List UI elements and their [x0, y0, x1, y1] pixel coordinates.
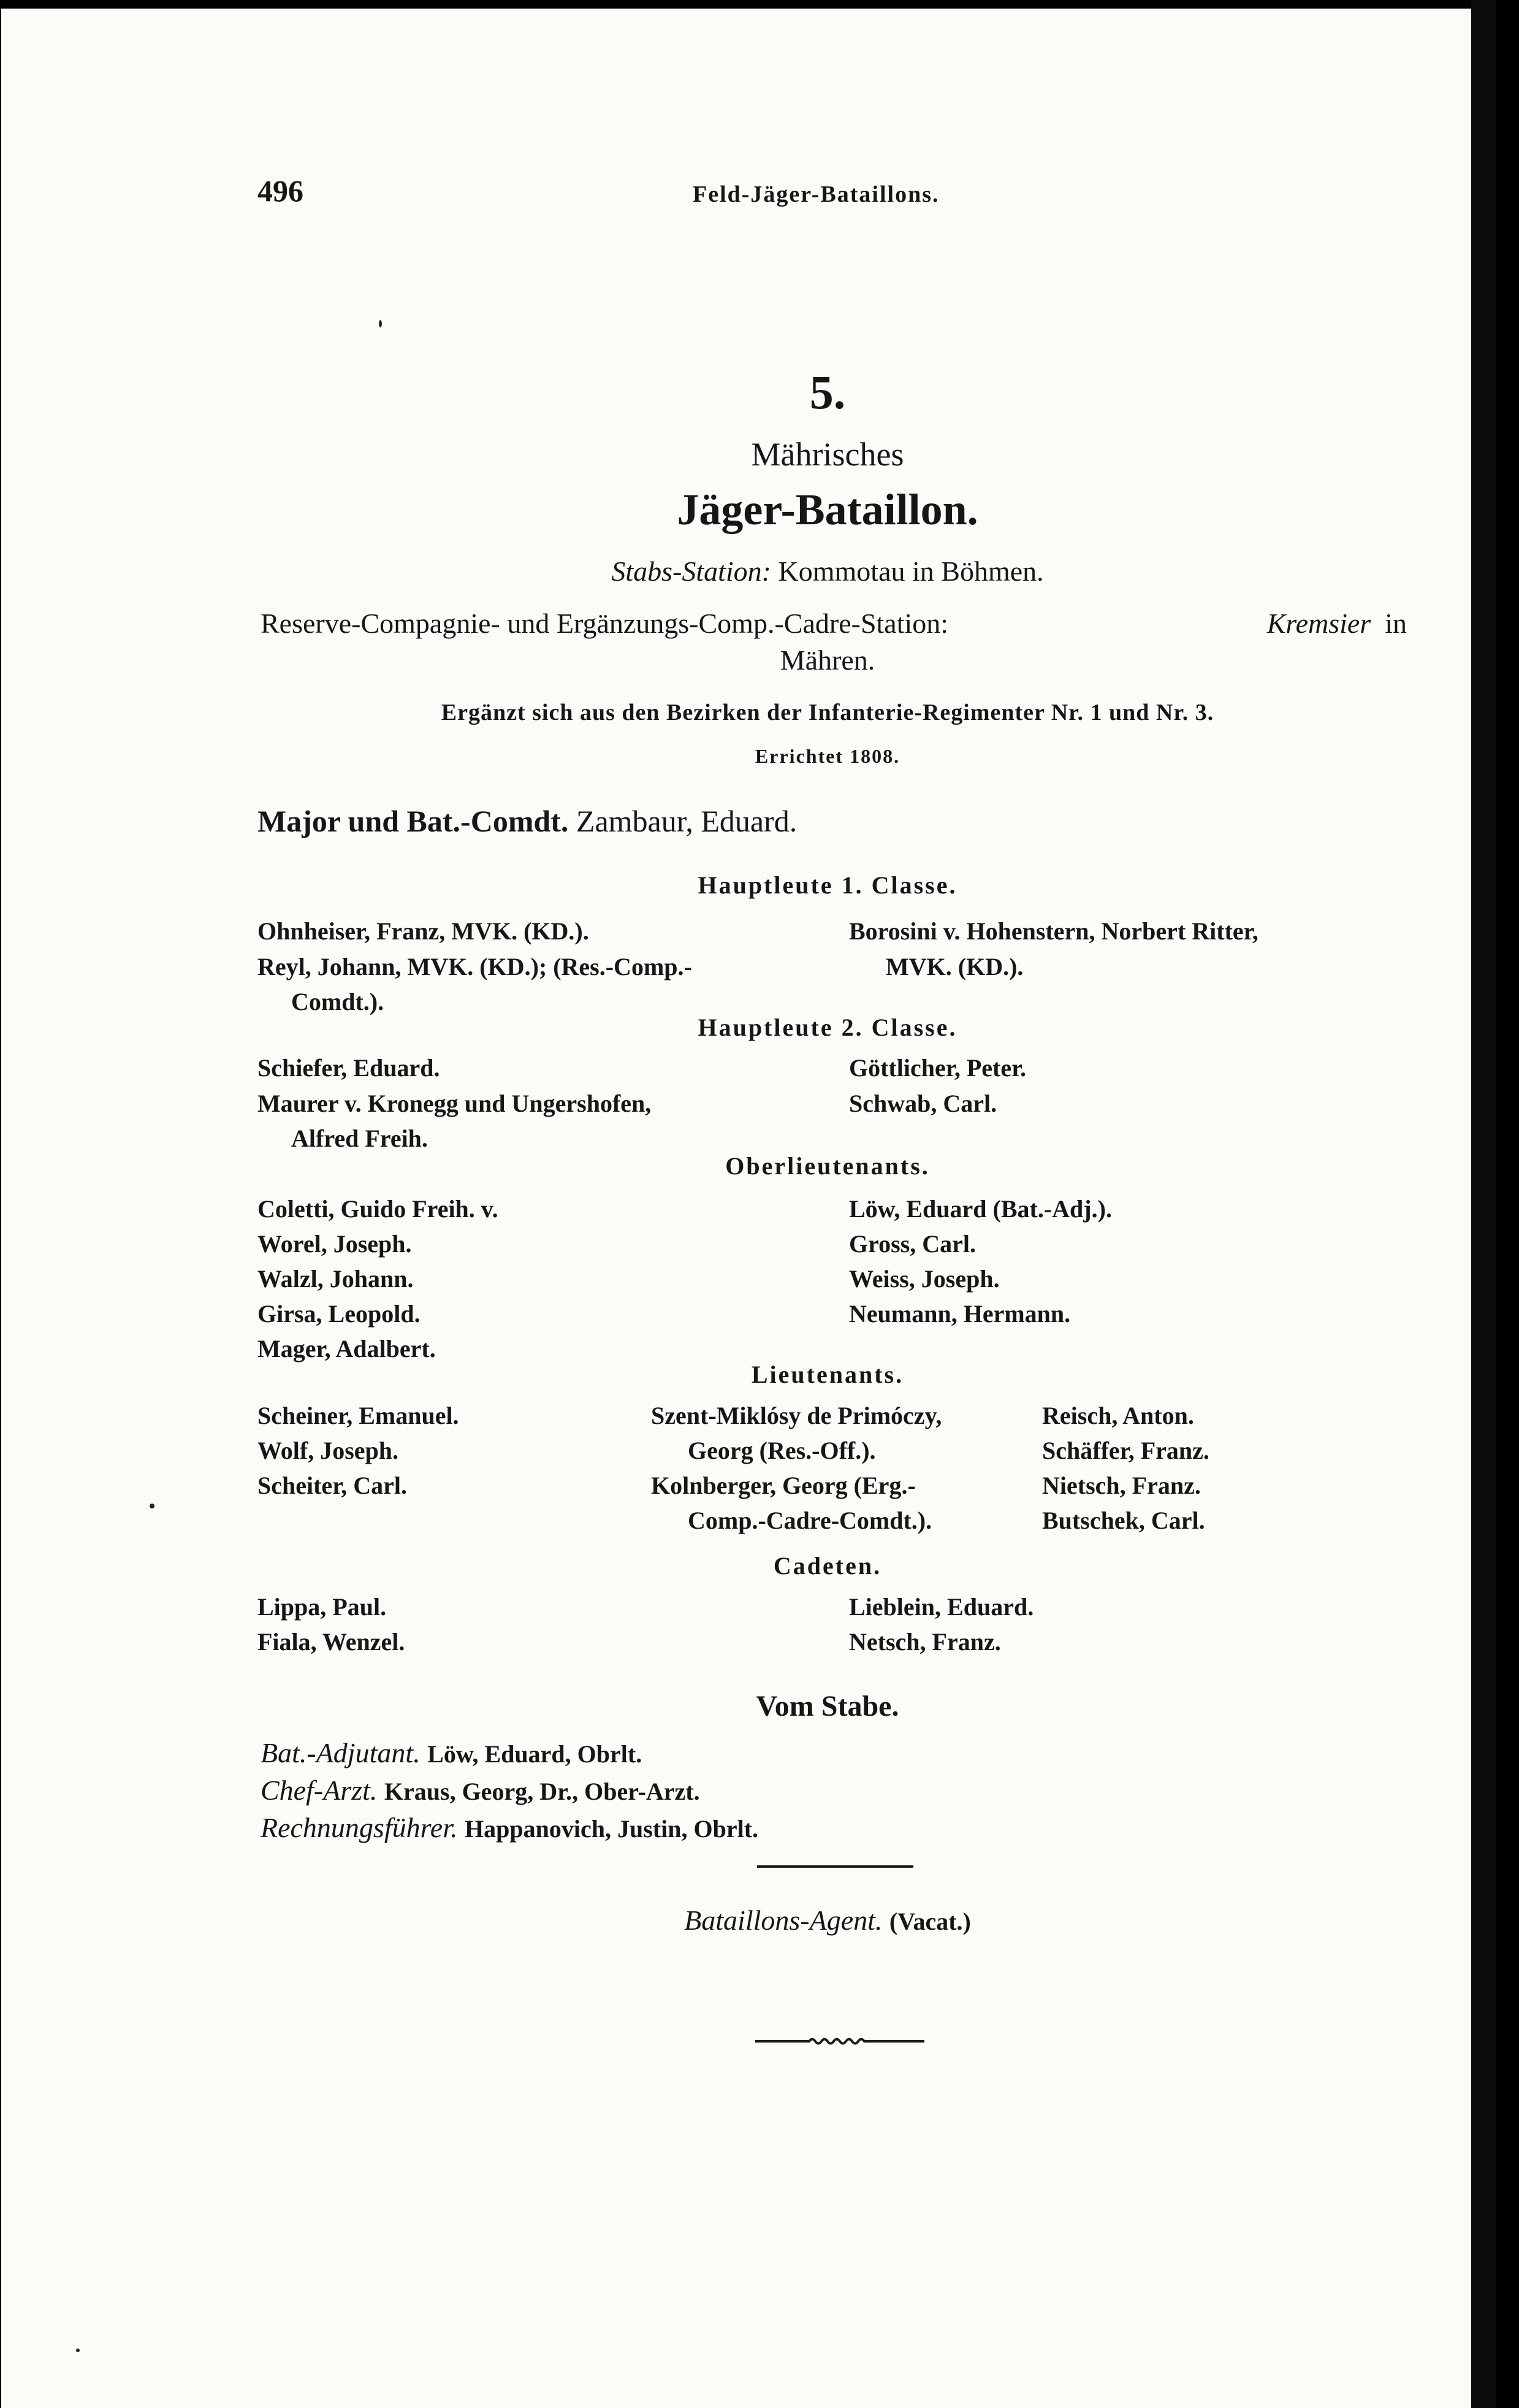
list-item: Weiss, Joseph. [849, 1265, 1000, 1293]
page-number: 496 [257, 174, 303, 208]
list-item: Scheiner, Emanuel. [257, 1402, 459, 1429]
agent-line [552, 1904, 1103, 1936]
list-item: Netsch, Franz. [849, 1628, 1001, 1656]
reserve-station-place: Kremsier [1266, 608, 1371, 639]
divider-rule [757, 1865, 913, 1868]
list-item: Georg (Res.-Off.). [688, 1437, 876, 1464]
recruitment-note: Ergänzt sich aus den Bezirken der Infanterie-Regimenter Nr. 1 und Nr. 3. [441, 700, 1214, 725]
unit-name-line2: Jäger-Bataillon. [677, 485, 978, 534]
reserve-station-line2: Mähren. [780, 644, 875, 676]
stab-person: Löw, Eduard, Obrlt. [427, 1740, 642, 1768]
list-item: Lieblein, Eduard. [849, 1593, 1034, 1621]
scan-speck [150, 1504, 154, 1508]
list-item: Walzl, Johann. [257, 1265, 414, 1293]
list-item: Löw, Eduard (Bat.-Adj.). [849, 1195, 1112, 1223]
list-item: Butschek, Carl. [1042, 1507, 1205, 1534]
stab-entry [261, 1774, 700, 1806]
list-item: Schwab, Carl. [849, 1090, 997, 1117]
scan-border [1496, 0, 1519, 2408]
list-item: MVK. (KD.). [886, 953, 1024, 980]
heading-hauptleute-1: Hauptleute 1. Classe. [698, 871, 957, 899]
list-item: Scheiter, Carl. [257, 1472, 408, 1499]
stabs-station-label: Stabs-Station: [611, 556, 772, 587]
commander-title: Major und Bat.-Comdt. [257, 804, 569, 838]
list-item: Borosini v. Hohenstern, Norbert Ritter, [849, 917, 1258, 945]
list-item: Reisch, Anton. [1042, 1402, 1194, 1429]
heading-vom-stabe: Vom Stabe. [756, 1690, 899, 1722]
heading-cadeten: Cadeten. [773, 1552, 882, 1580]
running-title: Feld-Jäger-Bataillons. [693, 182, 940, 207]
scan-speck [379, 320, 382, 327]
list-item: Fiala, Wenzel. [257, 1628, 405, 1656]
list-item: Comdt.). [291, 988, 384, 1015]
list-item: Girsa, Leopold. [257, 1300, 421, 1328]
heading-hauptleute-2: Hauptleute 2. Classe. [698, 1014, 957, 1041]
stab-role: Bat.-Adjutant. [261, 1737, 421, 1768]
list-item: Alfred Freih. [291, 1125, 428, 1152]
heading-oberlieutenants: Oberlieutenants. [725, 1152, 930, 1180]
list-item: Nietsch, Franz. [1042, 1472, 1201, 1499]
list-item: Neumann, Hermann. [849, 1300, 1071, 1328]
list-item: Maurer v. Kronegg und Ungershofen, [257, 1090, 652, 1117]
agent-value: (Vacat.) [889, 1908, 971, 1935]
stab-entry [261, 1737, 642, 1769]
stab-role: Chef-Arzt. [261, 1775, 378, 1806]
commander-name: Zambaur, Eduard. [576, 804, 798, 838]
commander-line [257, 803, 797, 839]
list-item: Szent-Miklósy de Primóczy, [651, 1402, 942, 1429]
list-item: Mager, Adalbert. [257, 1335, 436, 1363]
reserve-station-text: Reserve-Compagnie- und Ergänzungs-Comp.-Cadre-Station: [261, 608, 949, 639]
stab-person: Kraus, Georg, Dr., Ober-Arzt. [384, 1778, 700, 1805]
reserve-station-in: in [1385, 608, 1407, 639]
ornamental-rule [754, 2035, 926, 2048]
stab-entry [261, 1811, 758, 1844]
list-item: Worel, Joseph. [257, 1230, 412, 1258]
list-item: Coletti, Guido Freih. v. [257, 1195, 498, 1223]
list-item: Lippa, Paul. [257, 1593, 387, 1621]
list-item: Reyl, Johann, MVK. (KD.); (Res.-Comp.- [257, 953, 692, 980]
list-item: Ohnheiser, Franz, MVK. (KD.). [257, 917, 589, 945]
page-edge-shadow [1471, 0, 1496, 2408]
stab-person: Happanovich, Justin, Obrlt. [465, 1815, 759, 1843]
list-item: Comp.-Cadre-Comdt.). [688, 1507, 932, 1534]
scan-speck [76, 2349, 80, 2352]
list-item: Kolnberger, Georg (Erg.- [651, 1472, 916, 1499]
list-item: Göttlicher, Peter. [849, 1054, 1027, 1082]
list-item: Schiefer, Eduard. [257, 1054, 440, 1082]
list-item: Gross, Carl. [849, 1230, 976, 1258]
reserve-station-line1 [261, 607, 1407, 640]
heading-lieutenants: Lieutenants. [751, 1361, 904, 1388]
unit-number: 5. [809, 365, 846, 419]
stabs-station [429, 555, 1226, 587]
stab-role: Rechnungsführer. [261, 1812, 458, 1843]
unit-name-line1: Mährisches [751, 436, 904, 473]
list-item: Wolf, Joseph. [257, 1437, 399, 1464]
agent-label: Bataillons-Agent. [684, 1905, 883, 1936]
founded-note: Errichtet 1808. [755, 745, 900, 767]
list-item: Schäffer, Franz. [1042, 1437, 1209, 1464]
stabs-station-value: Kommotau in Böhmen. [778, 556, 1044, 587]
